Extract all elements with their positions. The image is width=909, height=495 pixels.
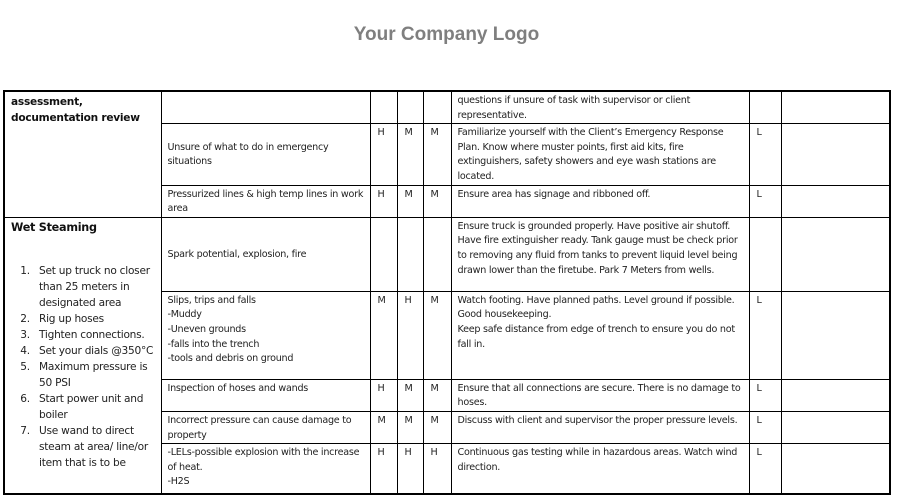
extra-cell <box>781 444 890 494</box>
hazard-line: -falls into the trench <box>167 338 260 350</box>
control-cell: Continuous gas testing while in hazardous areas. Watch wind direction. <box>451 444 749 494</box>
rating-2-cell: M <box>397 379 423 411</box>
rating-1-cell: H <box>370 444 397 494</box>
hazard-line: -LELs-possible explosion with the increase of heat. <box>167 447 360 473</box>
hazard-cell: Pressurized lines & high temp lines in work area <box>161 185 370 217</box>
extra-cell <box>781 124 890 185</box>
control-cell <box>451 291 749 379</box>
company-logo-text: Your Company Logo <box>353 24 540 45</box>
table-row <box>4 217 890 291</box>
job-step-item: 2. Rig up hoses <box>33 311 155 327</box>
rating-2-cell: H <box>397 291 423 379</box>
control-line: Watch footing. Have planned paths. Level ground if possible. Good housekeeping. <box>457 294 735 321</box>
job-step-item: 1. Set up truck no closer than 25 meters in designated area <box>33 263 155 311</box>
rating-3-cell: M <box>423 185 451 217</box>
extra-cell <box>781 185 890 217</box>
job-step-item: 5. Maximum pressure is 50 PSI <box>33 359 155 391</box>
rating-1-cell <box>370 91 397 124</box>
residual-rating-cell <box>749 91 781 124</box>
rating-2-cell: M <box>397 124 423 185</box>
hazard-line: -Muddy <box>167 309 202 321</box>
job-step-list <box>11 263 155 471</box>
extra-cell <box>781 217 890 291</box>
control-cell: Ensure truck is grounded properly. Have positive air shutoff. Have fire extinguisher ready. Tank gauge must be check prior to removing any fluid from tanks to prevent liquid level being drawn lower than the firetube. Park 7 Meters from wells. <box>451 217 749 291</box>
rating-1-cell: H <box>370 185 397 217</box>
hazard-cell: Spark potential, explosion, fire <box>161 217 370 291</box>
job-step-cell: assessment, documentation review <box>4 91 161 217</box>
control-line: Keep safe distance from edge of trench to ensure you do not fall in. <box>457 323 735 350</box>
hazard-line: -tools and debris on ground <box>167 353 294 365</box>
hazard-cell: Unsure of what to do in emergency situations <box>161 124 370 185</box>
residual-rating-cell: L <box>749 124 781 185</box>
rating-2-cell <box>397 91 423 124</box>
rating-3-cell <box>423 91 451 124</box>
table-row <box>4 91 890 124</box>
hazard-cell: Inspection of hoses and wands <box>161 379 370 411</box>
job-step-item: 6. Start power unit and boiler <box>33 391 155 423</box>
rating-3-cell: M <box>423 124 451 185</box>
control-cell: Ensure that all connections are secure. There is no damage to hoses. <box>451 379 749 411</box>
hazard-cell: Incorrect pressure can cause damage to property <box>161 411 370 443</box>
residual-rating-cell: L <box>749 411 781 443</box>
job-step-cell <box>4 217 161 493</box>
rating-3-cell <box>423 217 451 291</box>
hazard-assessment-table <box>3 90 891 495</box>
control-cell: Familiarize yourself with the Client’s Emergency Response Plan. Know where muster points, first aid kits, fire extinguishers, safety showers and eye wash stations are located. <box>451 124 749 185</box>
extra-cell <box>781 291 890 379</box>
rating-3-cell: M <box>423 379 451 411</box>
rating-2-cell: H <box>397 444 423 494</box>
hazard-cell <box>161 91 370 124</box>
rating-2-cell: M <box>397 411 423 443</box>
extra-cell <box>781 411 890 443</box>
job-step-item: 4. Set your dials @350°C <box>33 343 155 359</box>
rating-1-cell: H <box>370 124 397 185</box>
rating-3-cell: M <box>423 291 451 379</box>
residual-rating-cell <box>749 217 781 291</box>
residual-rating-cell: L <box>749 379 781 411</box>
residual-rating-cell: L <box>749 291 781 379</box>
rating-1-cell: M <box>370 291 397 379</box>
control-cell: Discuss with client and supervisor the proper pressure levels. <box>451 411 749 443</box>
hazard-cell <box>161 291 370 379</box>
hazard-line: -Uneven grounds <box>167 323 246 335</box>
extra-cell <box>781 379 890 411</box>
hazard-cell <box>161 444 370 494</box>
rating-1-cell <box>370 217 397 291</box>
control-cell: questions if unsure of task with supervisor or client representative. <box>451 91 749 124</box>
rating-3-cell: H <box>423 444 451 494</box>
hazard-line: Slips, trips and falls <box>167 294 256 306</box>
rating-2-cell: M <box>397 185 423 217</box>
control-cell: Ensure area has signage and ribboned off. <box>451 185 749 217</box>
hazard-line: -H2S <box>167 476 190 488</box>
extra-cell <box>781 91 890 124</box>
rating-1-cell: M <box>370 411 397 443</box>
job-step-title: Wet Steaming <box>11 220 97 234</box>
rating-3-cell: M <box>423 411 451 443</box>
residual-rating-cell: L <box>749 444 781 494</box>
rating-1-cell: H <box>370 379 397 411</box>
job-step-item: 3. Tighten connections. <box>33 327 155 343</box>
job-step-item: 7. Use wand to direct steam at area/ line/or item that is to be <box>33 423 155 471</box>
rating-2-cell <box>397 217 423 291</box>
residual-rating-cell: L <box>749 185 781 217</box>
